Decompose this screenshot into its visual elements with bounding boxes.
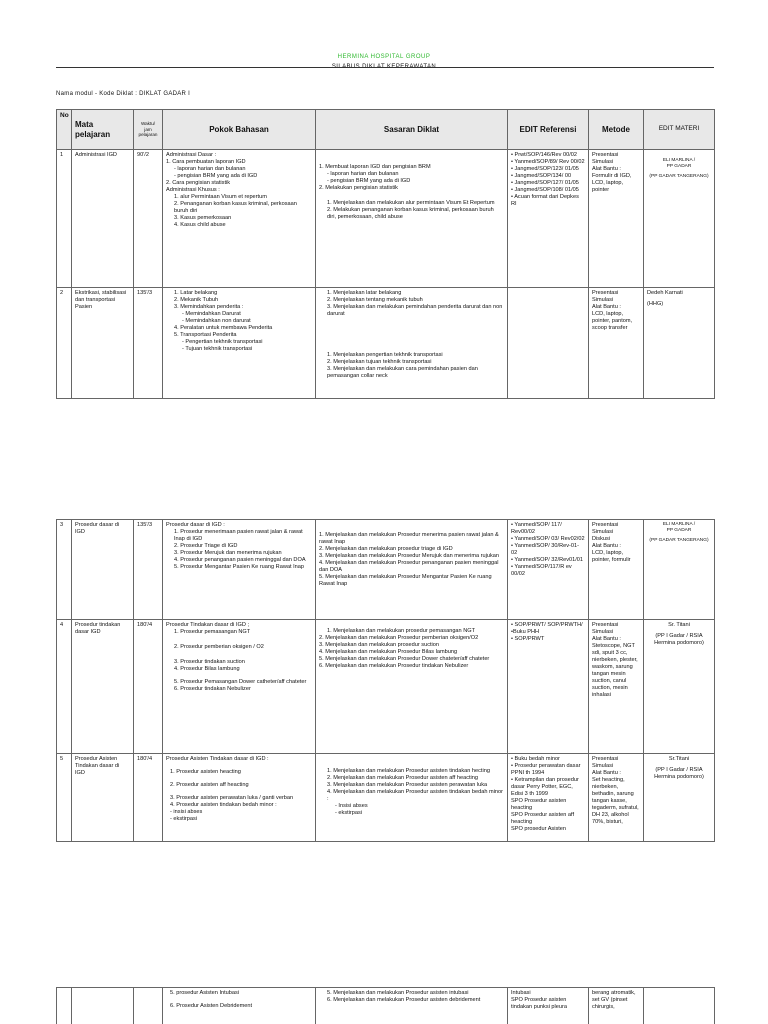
list-item: Intubasi	[511, 990, 531, 996]
list-item: 1. Menjelaskan pengertian tekhnik transportasi	[327, 351, 443, 358]
list-item: 2. Penanganan korban kasus kriminal, perkosaan buruh diri	[174, 200, 297, 214]
table-row	[57, 288, 715, 399]
cell-mata: Prosedur tindakan dasar IGD	[72, 620, 134, 754]
list-item: 1. Latar belakang	[174, 290, 218, 296]
list-item: 4. Prosedur asisten tindakan bedah minor :	[170, 801, 277, 808]
list-item: Administrasi Khusus :	[166, 186, 220, 193]
list-item: - ekstirpasi	[170, 815, 198, 822]
cell-no	[57, 988, 72, 1024]
list-item: 3. Menjelaskan dan melakukan prosedur suction	[319, 641, 440, 648]
list-item: • Jangmed/SOP/134/ 00	[511, 172, 572, 179]
cell-waktu: 180'/4	[134, 754, 163, 842]
list-item: Alat Bantu :	[592, 303, 621, 310]
list-item: SPO prosedur Asisten	[511, 825, 567, 832]
cell-waktu	[134, 988, 163, 1024]
cell-sasaran	[316, 150, 508, 288]
list-item: 3. Menjelaskan dan melakukan Prosedur asisten perawatan luka	[327, 781, 488, 788]
list-item: 1. Menjelaskan latar belakang	[327, 290, 402, 296]
cell-no: 4	[57, 620, 72, 754]
cell-pokok	[163, 988, 316, 1024]
list-item: 5. Menjelaskan dan melakukan Prosedur Mengantar Pasien Ke ruang Rawat Inap	[319, 573, 492, 587]
list-item: 3. Prosedur tindakan suction	[174, 658, 245, 665]
col-header-no: No	[57, 110, 72, 150]
header-divider	[56, 67, 714, 68]
cell-metode	[589, 620, 644, 754]
list-item: • Yanmed/SOP/ 117/ Rev00/02	[511, 522, 562, 535]
list-item: 4. Menjelaskan dan melakukan Prosedur asisten tindakan bedah minor :	[327, 788, 503, 802]
list-item: (PP I Gadar / RSIA Hermina podomoro)	[654, 766, 704, 780]
cell-referensi	[508, 988, 589, 1024]
list-item: 2. Prosedur Triage di IGD	[174, 542, 238, 549]
list-item: 6. Prosedur tindakan Nebulizer	[174, 685, 251, 692]
cell-materi	[644, 288, 715, 399]
list-item: - pengisian BRM yang ada di IGD	[327, 177, 411, 184]
cell-mata: Prosedur Asisten Tindakan dasar di IGD	[72, 754, 134, 842]
list-item: 6. Prosedur Asisten Debridement	[170, 1002, 253, 1009]
list-item: Stetoscope, NGT sdi, spuit 3 cc, nierbeken, plester, waskom, sarung tangan mesin suction, canul suction, mesin inhalasi	[592, 642, 638, 698]
list-item: Presentasi	[592, 756, 619, 762]
list-item: - laporan harian dan bulanan	[174, 165, 246, 172]
cell-pokok	[163, 520, 316, 620]
list-item: 4. Kasus child abuse	[174, 221, 226, 228]
list-item: • SOP/PRWT	[511, 635, 545, 642]
cell-metode	[589, 520, 644, 620]
list-item: Sr. Titani	[668, 622, 690, 628]
cell-sasaran	[316, 620, 508, 754]
cell-referensi	[508, 150, 589, 288]
cell-referensi	[508, 754, 589, 842]
list-item: Dedeh Karnati	[647, 290, 683, 296]
list-item: ELI MARLINA /	[662, 158, 696, 163]
list-item: 5. Prosedur Pemasangan Dower catheter/aff chateter	[174, 678, 307, 685]
list-item: 2. Menjelaskan tentang mekanik tubuh	[327, 296, 423, 303]
list-item: 1. Menjelaskan dan melakukan alur permintaan Visum Et Repertum	[327, 199, 495, 206]
list-item: 5. prosedur Asisten Intubasi	[170, 990, 240, 996]
brand-title: HERMINA HOSPITAL GROUP	[337, 54, 431, 60]
table-header-row	[57, 110, 715, 150]
list-item: • Buku bedah minor	[511, 756, 560, 762]
col-header-mata-pelajaran: Mata pelajaran	[72, 110, 134, 150]
list-item: - insisi abses	[170, 808, 203, 815]
list-item: Alat Bantu :	[592, 542, 621, 549]
cell-no: 3	[57, 520, 72, 620]
list-item: • Acuan format dari Depkes RI	[511, 193, 579, 207]
list-item: 4. Prosedur Bilas lambung	[174, 665, 240, 672]
list-item: ELI MARLINA /	[662, 522, 696, 527]
list-item: SPO Prosedur asisten aff heacting	[511, 811, 575, 825]
list-item: 2. Prosedur pemberian oksigen / O2	[174, 643, 264, 650]
list-item: 2. Menjelaskan dan melakukan Prosedur asisten aff heacting	[327, 774, 479, 781]
list-item: 3. Memindahkan penderita :	[174, 303, 244, 310]
list-item: 2. Melakukan penanganan korban kasus kriminal, perkosaan buruh diri, pemerkosaan, child abuse	[327, 206, 494, 220]
list-item: 1. Membuat laporan IGD dan pengisian BRM	[319, 164, 431, 170]
list-item: 5. Prosedur Mengantar Pasien Ke ruang Rawat Inap	[174, 563, 304, 570]
list-item: 1. Prosedur pemasangan NGT	[174, 628, 251, 635]
list-item: 1. Menjelaskan dan melakukan Prosedur asisten tindakan hecting	[327, 768, 490, 774]
list-item: SPO Prosedur asisten heacting	[511, 797, 567, 811]
cell-mata: Ekstrikasi, stabilisasi dan transportasi Pasien	[72, 288, 134, 399]
list-item: 4. Menjelaskan dan melakukan Prosedur penanganan pasien meninggal dan DOA	[319, 559, 499, 573]
cell-pokok	[163, 754, 316, 842]
list-item: 3. Prosedur Merujuk dan menerima rujukan	[174, 549, 282, 556]
cell-materi	[644, 520, 715, 620]
list-item: 1. Prosedur menerimaan pasien rawat jalan & rawat Inap di IGD	[174, 528, 303, 542]
list-item: - pengisian BRM yang ada di IGD	[174, 172, 258, 179]
cell-metode	[589, 754, 644, 842]
cell-sasaran	[316, 288, 508, 399]
list-item: 4. Peralatan untuk membawa Penderita	[174, 324, 273, 331]
list-item: Simulasi	[592, 296, 614, 303]
list-item: (PP GADAR TANGERANG)	[649, 537, 709, 543]
syllabus-table-page-2	[56, 519, 715, 842]
cell-waktu: 135'/3	[134, 288, 163, 399]
list-item: SPO Prosedur asisten tindakan punksi pleura	[511, 996, 567, 1010]
cell-waktu: 180'/4	[134, 620, 163, 754]
list-item: Presentasi	[592, 522, 619, 528]
cell-materi	[644, 988, 715, 1024]
syllabus-table-page-1	[56, 109, 715, 399]
list-item: 5. Menjelaskan dan melakukan Prosedur asisten intubasi	[327, 990, 469, 996]
list-item: • Yanmed/SOP/117/R ev 00/02	[511, 563, 572, 577]
cell-pokok	[163, 288, 316, 399]
list-item: PP GADAR	[666, 527, 692, 533]
list-item: Simulasi	[592, 762, 614, 769]
list-item: • Prosedur perawatan dasar PPNI th 1994	[511, 762, 581, 776]
list-item: 3. Menjelaskan dan melakukan cara pemindahan pasien dan pemasangan collar neck	[327, 365, 478, 379]
list-item: Prosedur Asisten Tindakan dasar di IGD :	[166, 756, 269, 762]
list-item: berang atromatik, set GV (pinset chirurgis,	[592, 990, 636, 1010]
list-item: Diskusi	[592, 535, 611, 542]
list-item: 3. Menjelaskan dan melakukan Prosedur Merujuk dan menerima rujukan	[319, 552, 500, 559]
list-item: 2. Cara pengisian statistik	[166, 179, 231, 186]
list-item: PP GADAR	[666, 163, 692, 169]
cell-sasaran	[316, 520, 508, 620]
cell-metode	[589, 288, 644, 399]
list-item: • Yanmed/SOP/ 30/Rev-01-02	[511, 542, 579, 556]
list-item: 2. Melakukan pengisian statistik	[319, 184, 398, 191]
cell-waktu: 135'/3	[134, 520, 163, 620]
list-item: 1. Cara pembuatan laporan IGD	[166, 158, 246, 165]
list-item: Formulir di IGD, LCD, laptop, pointer	[592, 172, 632, 193]
list-item: Simulasi	[592, 528, 614, 535]
cell-no: 1	[57, 150, 72, 288]
col-header-sasaran-diklat: Sasaran Diklat	[316, 110, 508, 150]
col-header-waktu: Waktu/ jam pelajaran	[134, 110, 163, 150]
list-item: • Yanmed/SOP/ 32/Rev01/01	[511, 556, 584, 563]
list-item: (PP GADAR TANGERANG)	[649, 173, 709, 179]
list-item: (HHG)	[647, 300, 664, 307]
cell-sasaran	[316, 988, 508, 1024]
list-item: •Buku PHH	[511, 628, 540, 635]
col-header-edit-materi: EDIT MATERI	[644, 110, 715, 150]
list-item: - Tujuan tekhnik transportasi	[182, 345, 253, 352]
list-item: 5. Menjelaskan dan melakukan Prosedur Dower chateter/aff chateter	[319, 655, 490, 662]
document-title: SILABUS DIKLAT KEPERAWATAN	[331, 64, 437, 70]
list-item: Alat Bantu :	[592, 769, 621, 776]
syllabus-table-page-3	[56, 987, 715, 1024]
list-item: Presentasi	[592, 622, 619, 628]
list-item: 2. Menjelaskan tujuan tekhnik transportasi	[327, 358, 432, 365]
col-header-pokok-bahasan: Pokok Bahasan	[163, 110, 316, 150]
list-item: 6. Menjelaskan dan melakukan Prosedur tindakan Nebulizer	[319, 662, 469, 669]
list-item: Alat Bantu :	[592, 165, 621, 172]
list-item: LCD, laptop, pointer, pantom, scoop transfer	[592, 310, 633, 331]
list-item: 2. Prosedur asisten aff heacting	[170, 781, 249, 788]
list-item: Alat Bantu :	[592, 635, 621, 642]
list-item: 1. Menjelaskan dan melakukan prosedur pemasangan NGT	[327, 628, 476, 634]
list-item: 2. Menjelaskan dan melakukan prosedur triage di IGD	[319, 545, 453, 552]
list-item: • Jangmed/SOP/123/ 01/05	[511, 165, 579, 172]
list-item: • Yanmed/SOP/89/ Rev 00/02	[511, 158, 585, 165]
module-line: Nama modul - Kode Diklat : DIKLAT GADAR I	[56, 91, 191, 97]
cell-mata: Administrasi IGD	[72, 150, 134, 288]
list-item: 2. Menjelaskan dan melakukan Prosedur pemberian oksigen/O2	[319, 634, 479, 641]
list-item: Prosedur Tindakan dasar di IGD ;	[166, 622, 250, 628]
list-item: 1. Prosedur asisten heacting	[170, 768, 241, 775]
cell-no: 5	[57, 754, 72, 842]
cell-referensi	[508, 288, 589, 399]
cell-materi	[644, 620, 715, 754]
cell-waktu: 90'/2	[134, 150, 163, 288]
col-header-edit-referensi: EDIT Referensi	[508, 110, 589, 150]
list-item: - Memindahkan non darurat	[182, 317, 251, 324]
list-item: 4. Prosedur penanganan pasien meninggal dan DOA	[174, 556, 306, 563]
cell-mata: Prosedur dasar di IGD	[72, 520, 134, 620]
table-row	[57, 620, 715, 754]
list-item: 3. Prosedur asisten perawatan luka / ganti verban	[170, 794, 294, 801]
cell-materi	[644, 754, 715, 842]
cell-metode	[589, 150, 644, 288]
list-item: - laporan harian dan bulanan	[327, 170, 399, 177]
col-header-metode: Metode	[589, 110, 644, 150]
list-item: (PP I Gadar / RSIA Hermina podomoro)	[654, 632, 704, 646]
table-row	[57, 988, 715, 1024]
cell-mata	[72, 988, 134, 1024]
list-item: 1. Menjelaskan dan melakukan Prosedur menerima pasien rawat jalan & rawat Inap	[319, 532, 499, 545]
list-item: - Pengertian tekhnik transportasi	[182, 338, 263, 345]
list-item: • Jangmed/SOP/108/ 01/05	[511, 186, 579, 193]
list-item: Presentasi	[592, 290, 619, 296]
list-item: 3. Menjelaskan dan melakukan pemindahan penderita darurat dan non darurat	[327, 303, 503, 317]
table-row	[57, 150, 715, 288]
cell-materi	[644, 150, 715, 288]
list-item: Set heacting, nierbeken, bethadin, sarung tangan kasse, tegaderm, sufratul, DH 23, alkohol 70%, bisturi,	[592, 776, 639, 825]
table-row	[57, 754, 715, 842]
cell-pokok	[163, 620, 316, 754]
cell-referensi	[508, 520, 589, 620]
cell-no: 2	[57, 288, 72, 399]
list-item: Presentasi	[592, 152, 619, 158]
list-item: Sr.Titani	[668, 756, 690, 762]
cell-referensi	[508, 620, 589, 754]
list-item: • SOP/PRWT/ SOP/PRWTH/	[511, 622, 583, 628]
list-item: 3. Kasus pemerkosaan	[174, 214, 232, 221]
cell-metode	[589, 988, 644, 1024]
list-item: Simulasi	[592, 158, 614, 165]
table-row	[57, 520, 715, 620]
list-item: LCD, laptop, pointer, formulir	[592, 549, 631, 563]
list-item: Prosedur dasar di IGD :	[166, 522, 225, 528]
list-item: Administrasi Dasar :	[166, 152, 217, 158]
list-item: 6. Menjelaskan dan melakukan Prosedur asisten debridement	[327, 996, 481, 1003]
list-item: 4. Menjelaskan dan melakukan Prosedur Bilas lambung	[319, 648, 458, 655]
list-item: • Prwt/SOP/146/Rev 00/02	[511, 152, 578, 158]
cell-pokok	[163, 150, 316, 288]
list-item: - Insisi abses	[335, 802, 368, 809]
list-item: • Ketrampilan dan prosedur dasar Perry Potter, EGC, Edisi 3 th 1999	[511, 776, 579, 797]
list-item: • Jangmed/SOP/127/ 01/05	[511, 179, 579, 186]
list-item: - ekstirpasi	[335, 809, 363, 816]
list-item: 1. alur Permintaan Visum et repertum	[174, 193, 267, 200]
list-item: • Yanmed/SOP/ 03/ Rev02/02	[511, 535, 585, 542]
list-item: 2. Mekanik Tubuh	[174, 296, 219, 303]
list-item: - Memindahkan Darurat	[182, 310, 241, 317]
list-item: Simulasi	[592, 628, 614, 635]
list-item: 5. Transportasi Penderita	[174, 331, 237, 338]
cell-sasaran	[316, 754, 508, 842]
